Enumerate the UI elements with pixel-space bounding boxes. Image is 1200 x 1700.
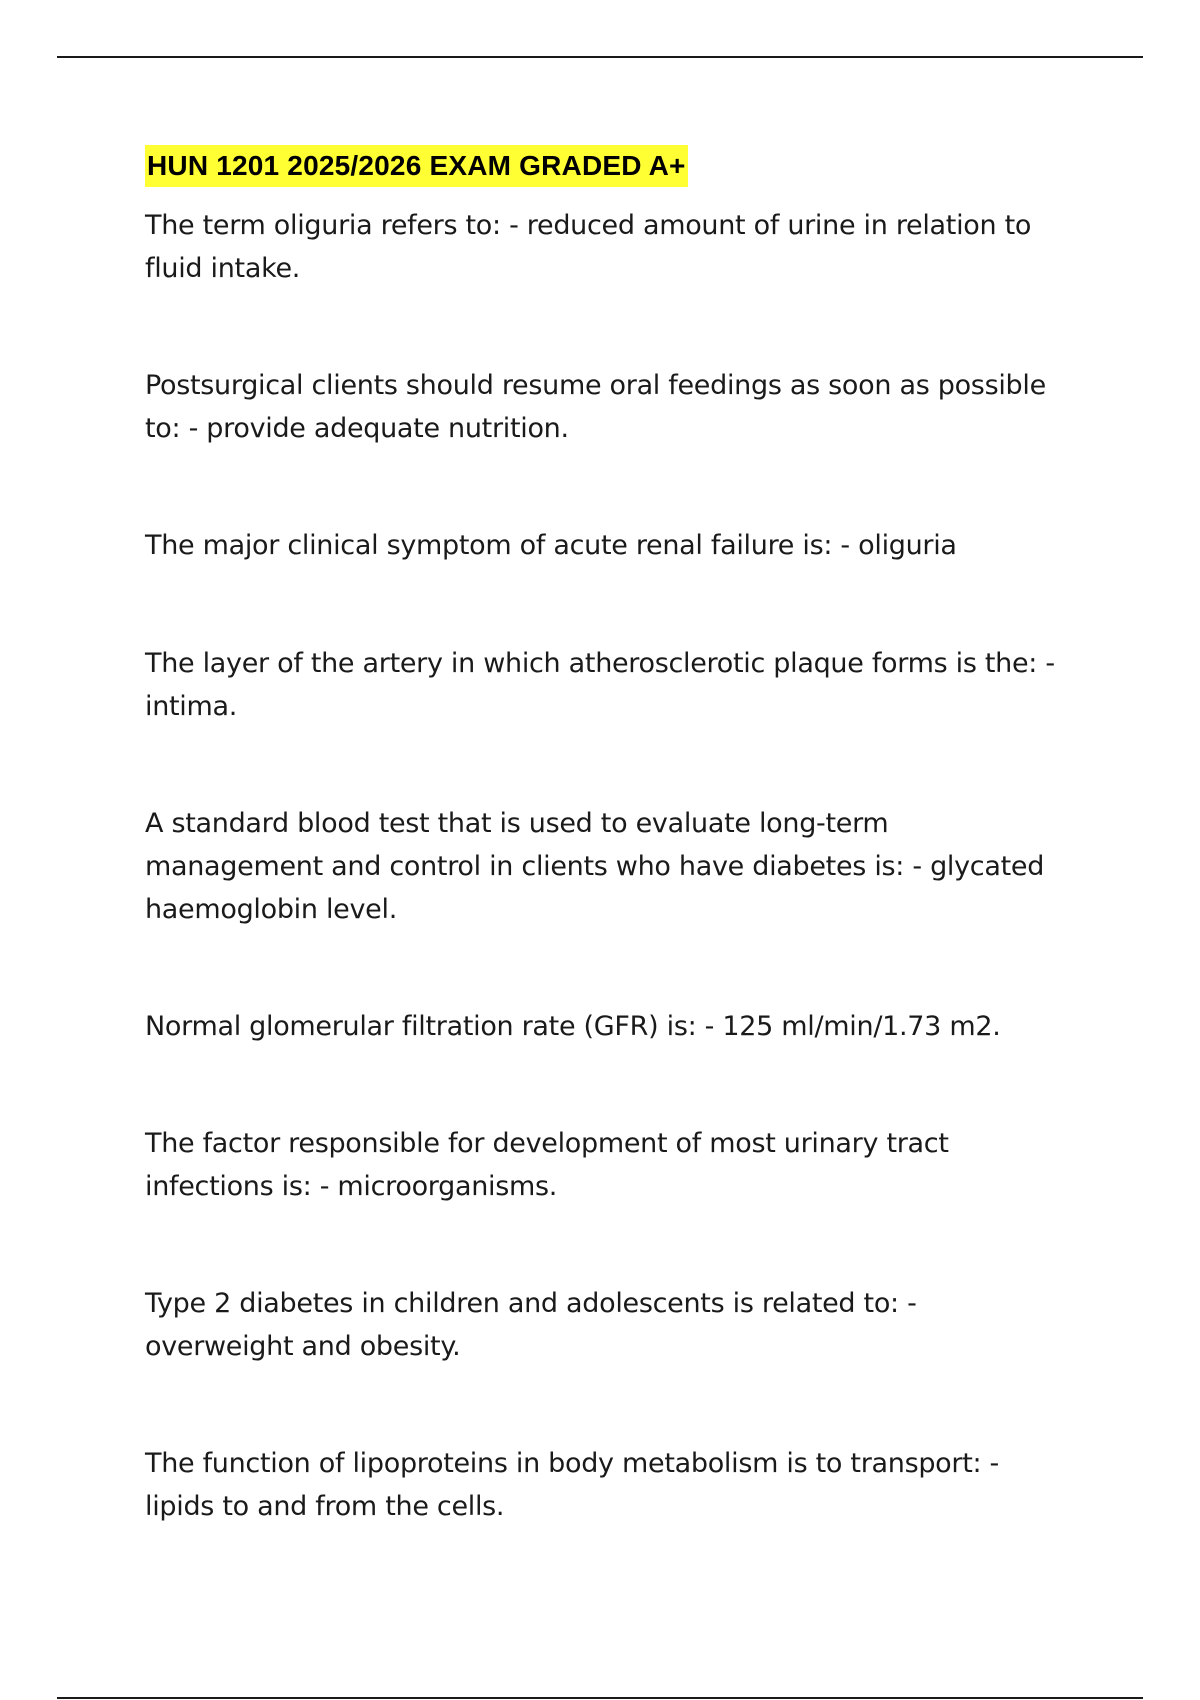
- qa-item-4: The layer of the artery in which atherosclerotic plaque forms is the: - intima.: [145, 648, 1055, 722]
- qa-item-5: A standard blood test that is used to evaluate long-term management and control in clients who have diabetes is: - glycated haemoglobin level.: [145, 808, 1045, 925]
- qa-item-8: Type 2 diabetes in children and adolescents is related to: - overweight and obesity.: [145, 1288, 917, 1362]
- qa-item-9: The function of lipoproteins in body metabolism is to transport: - lipids to and from the cells.: [145, 1448, 999, 1522]
- bottom-rule: [57, 1697, 1143, 1699]
- qa-item-2: Postsurgical clients should resume oral feedings as soon as possible to: - provide adequate nutrition.: [145, 370, 1046, 444]
- document-title: HUN 1201 2025/2026 EXAM GRADED A+: [145, 145, 688, 187]
- qa-item-1: The term oliguria refers to: - reduced amount of urine in relation to fluid intake.: [145, 210, 1032, 284]
- qa-item-7: The factor responsible for development of most urinary tract infections is: - microorganisms.: [145, 1128, 949, 1202]
- top-rule: [57, 56, 1143, 58]
- qa-item-3: The major clinical symptom of acute renal failure is: - oliguria: [145, 530, 957, 561]
- qa-item-6: Normal glomerular filtration rate (GFR) is: - 125 ml/min/1.73 m2.: [145, 1011, 1001, 1042]
